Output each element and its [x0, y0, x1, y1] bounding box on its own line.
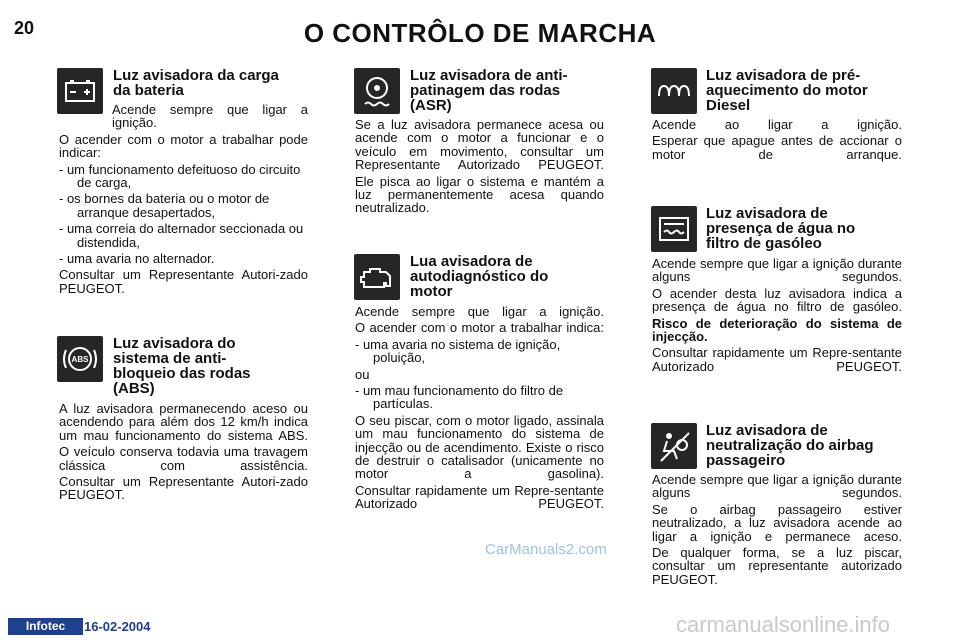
asr-icon: [354, 68, 400, 114]
airbag-body: Acende sempre que ligar a ignição durante alguns segundos. Se o airbag passageiro estiver neutralizado, a luz avisadora acende ao ligar a ignição e permanece aceso. De qualquer forma, se a luz piscar, consultar um representante autorizado PEUGEOT.: [652, 472, 902, 587]
water-in-filter-icon: [651, 206, 697, 252]
glow-plug-icon: [651, 68, 697, 114]
airbag-off-icon: [651, 423, 697, 469]
page-number: 20: [14, 18, 35, 38]
abs-body: A luz avisadora permanecendo aceso ou acendendo para além dos 12 km/h indica um mau funcionamento do sistema ABS. O veículo conserva todavia uma travagem clássica com assistência. Consultar um Representante Autori-zado PEUGEOT.: [59, 401, 308, 503]
preheat-body: Acende ao ligar a ignição. Esperar que apague antes de accionar o motor de arranque.: [652, 117, 902, 162]
water-heading: Luz avisadora de presença de água no filtro de gasóleo: [706, 205, 856, 252]
airbag-heading: Luz avisadora de neutralização do airbag passageiro: [706, 422, 874, 469]
svg-text:ABS: ABS: [71, 355, 89, 364]
abs-heading: Luz avisadora do sistema de anti- bloqueio das rodas (ABS): [113, 335, 251, 397]
diag-body: Acende sempre que ligar a ignição. O acender com o motor a trabalhar indica: - uma avaria no sistema de ignição, poluição, ou - um mau funcionamento do filtro de partículas. O seu piscar, com o motor ligado, assinala um mau funcionamento do sistema de injecção ou de acendimento. Existe o risco de destruir o catalisador (unicamente no motor a gasolina). Consultar rapidamente um Repre-sentante Autorizado PEUGEOT.: [355, 304, 604, 512]
diag-heading: Lua avisadora de autodiagnóstico do motor: [410, 253, 549, 300]
water-body: Acende sempre que ligar a ignição durante alguns segundos. O acender desta luz avisadora indica a presença de água no filtro de gasóleo. Risco de deterioração do sistema de injecção. Consultar rapidamente um Repre-sentante Autorizado PEUGEOT.: [652, 256, 902, 374]
page-title: O CONTRÔLO DE MARCHA: [303, 18, 657, 48]
engine-icon: [354, 254, 400, 300]
infotec-logo: Infotec: [8, 618, 83, 635]
carmanuals-watermark[interactable]: CarManuals2.com: [485, 541, 607, 558]
asr-heading: Luz avisadora de anti- patinagem das rodas (ASR): [410, 67, 568, 114]
asr-body: Se a luz avisadora permanece acesa ou acende com o motor a funcionar e o veículo em movimento, consultar um Representante Autorizado PEUGEOT. Ele pisca ao ligar o sistema e mantém a luz permanentemente acesa quando neutralizado.: [355, 117, 604, 216]
charge-heading: Luz avisadora da carga da bateria: [113, 67, 279, 99]
footer-date: 16-02-2004: [84, 619, 151, 634]
preheat-heading: Luz avisadora de pré- aquecimento do motor Diesel: [706, 67, 868, 114]
charge-body: Acende sempre que ligar a ignição. O acender com o motor a trabalhar pode indicar: - um funcionamento defeituoso do circuito de carga, - os bornes da bateria ou o motor de arranque desapertados, - uma correia do alternador seccionada ou distendida, - uma avaria no alternador. Consultar um Representante Autori-zado PEUGEOT.: [59, 102, 308, 296]
carmanualsonline-watermark[interactable]: carmanualsonline.info: [676, 612, 891, 637]
abs-icon: [57, 336, 103, 382]
